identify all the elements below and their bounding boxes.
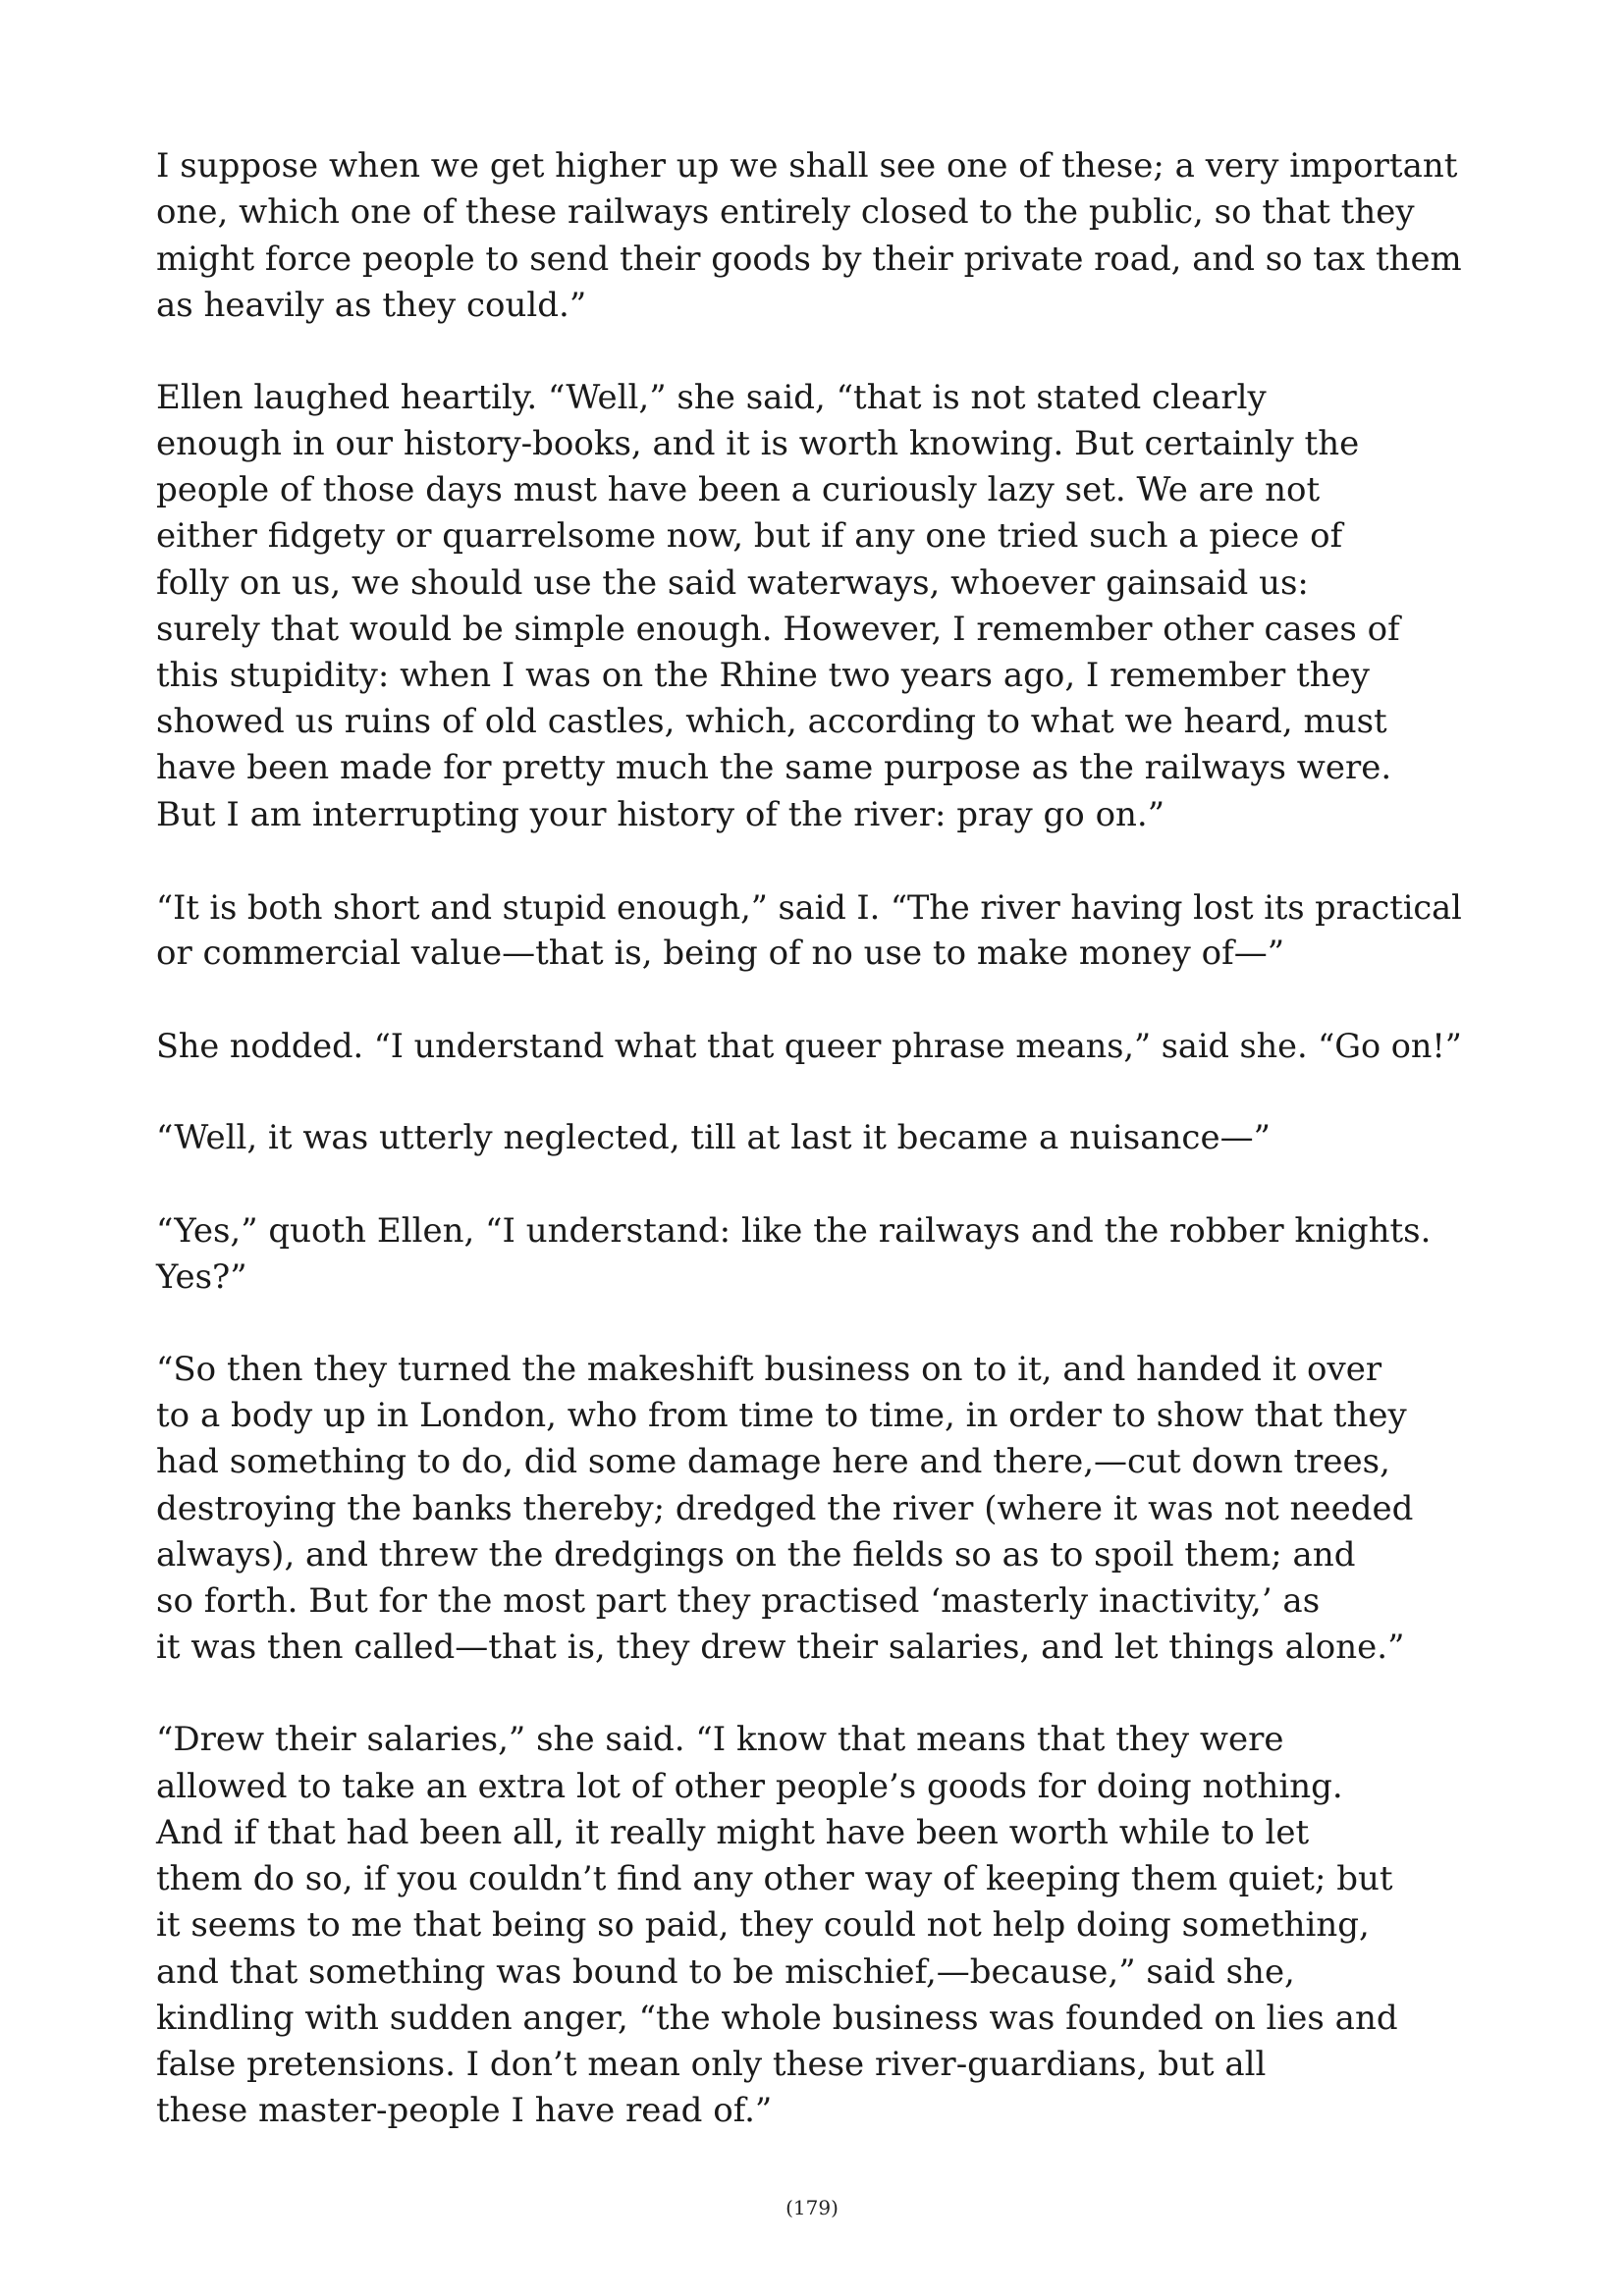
text-line: had something to do, did some damage here and there,—cut down trees, bbox=[156, 1442, 1390, 1482]
paragraph bbox=[156, 1023, 1462, 1069]
text-line: And if that had been all, it really might have been worth while to let bbox=[156, 1812, 1310, 1852]
text-line: it was then called—that is, they drew their salaries, and let things alone.” bbox=[156, 1628, 1405, 1668]
text-line: enough in our history-books, and it is worth knowing. But certainly the bbox=[156, 424, 1360, 464]
text-line: destroying the banks thereby; dredged the river (where it was not needed bbox=[156, 1488, 1414, 1528]
text-line: either fidgety or quarrelsome now, but if any one tried such a piece of bbox=[156, 516, 1343, 557]
text-line: But I am interrupting your history of the river: pray go on.” bbox=[156, 794, 1165, 834]
text-line: Yes?” bbox=[156, 1256, 247, 1297]
paragraph bbox=[156, 1208, 1432, 1301]
body-text bbox=[156, 143, 1462, 2180]
text-line: false pretensions. I don’t mean only these river-guardians, but all bbox=[156, 2044, 1267, 2084]
text-line: as heavily as they could.” bbox=[156, 285, 587, 325]
paragraph bbox=[156, 143, 1462, 329]
text-line: folly on us, we should use the said waterways, whoever gainsaid us: bbox=[156, 562, 1309, 603]
text-line: “Well, it was utterly neglected, till at last it became a nuisance—” bbox=[156, 1118, 1271, 1158]
text-line: “So then they turned the makeshift business on to it, and handed it over bbox=[156, 1350, 1382, 1390]
paragraph bbox=[156, 1347, 1414, 1671]
text-line: kindling with sudden anger, “the whole business was founded on lies and bbox=[156, 1998, 1398, 2038]
text-line: or commercial value—that is, being of no use to make money of—” bbox=[156, 934, 1285, 974]
text-line: these master-people I have read of.” bbox=[156, 2091, 773, 2131]
text-line: people of those days must have been a curiously lazy set. We are not bbox=[156, 470, 1321, 510]
text-line: this stupidity: when I was on the Rhine two years ago, I remember they bbox=[156, 656, 1370, 696]
text-line: to a body up in London, who from time to time, in order to show that they bbox=[156, 1396, 1407, 1436]
text-line: and that something was bound to be mischief,—because,” said she, bbox=[156, 1951, 1295, 1992]
text-line: one, which one of these railways entirely closed to the public, so that they bbox=[156, 192, 1415, 233]
text-line: have been made for pretty much the same purpose as the railways were. bbox=[156, 748, 1392, 788]
text-line: Ellen laughed heartily. “Well,” she said, “that is not stated clearly bbox=[156, 377, 1267, 417]
paragraph bbox=[156, 884, 1462, 977]
text-line: so forth. But for the most part they practised ‘masterly inactivity,’ as bbox=[156, 1581, 1321, 1622]
text-line: allowed to take an extra lot of other people’s goods for doing nothing. bbox=[156, 1766, 1343, 1806]
text-line: it seems to me that being so paid, they could not help doing something, bbox=[156, 1905, 1370, 1946]
paragraph bbox=[156, 375, 1400, 838]
text-line: might force people to send their goods by their private road, and so tax them bbox=[156, 240, 1462, 279]
text-line: I suppose when we get higher up we shall see one of these; a very important bbox=[156, 146, 1458, 186]
paragraph bbox=[156, 1717, 1398, 2134]
text-line: showed us ruins of old castles, which, according to what we heard, must bbox=[156, 702, 1387, 742]
text-line: “Drew their salaries,” she said. “I know that means that they were bbox=[156, 1720, 1284, 1760]
text-line: always), and threw the dredgings on the fields so as to spoil them; and bbox=[156, 1534, 1356, 1575]
text-line: surely that would be simple enough. However, I remember other cases of bbox=[156, 609, 1400, 649]
paragraph bbox=[156, 1115, 1374, 1161]
text-line: She nodded. “I understand what that queer phrase means,” said she. “Go on!” bbox=[156, 1027, 1462, 1066]
page-number: (179) bbox=[785, 2196, 839, 2219]
text-line: them do so, if you couldn’t find any other way of keeping them quiet; but bbox=[156, 1859, 1393, 1899]
text-line: “It is both short and stupid enough,” said I. “The river having lost its practical bbox=[156, 887, 1462, 927]
text-line: “Yes,” quoth Ellen, “I understand: like the railways and the robber knights. bbox=[156, 1210, 1432, 1251]
